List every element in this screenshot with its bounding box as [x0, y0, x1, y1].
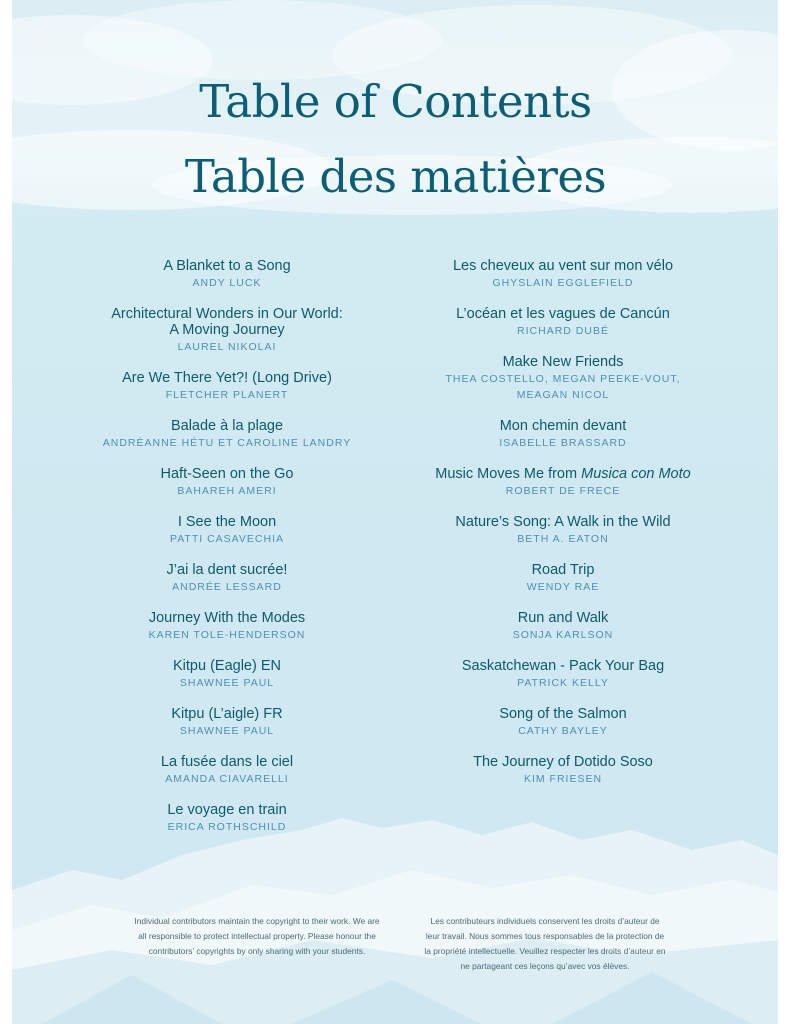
toc-entry[interactable] [393, 258, 733, 306]
entry-author: BETH A. EATON [517, 533, 609, 545]
copyright-line: Les contributeurs individuels conservent les droits d’auteur de [430, 916, 660, 926]
toc-entry[interactable] [393, 514, 733, 562]
entry-title[interactable]: Les cheveux au vent sur mon vélo [452, 258, 674, 274]
entry-title[interactable]: Le voyage en train [167, 802, 287, 818]
copyright-line: leur travail. Nous sommes tous responsables de la protection de [425, 931, 665, 941]
entry-title[interactable]: Song of the Salmon [499, 706, 627, 722]
toc-entry[interactable] [57, 802, 397, 850]
entry-title[interactable]: Haft-Seen on the Go [160, 466, 294, 482]
entry-author: GHYSLAIN EGGLEFIELD [492, 277, 634, 289]
entry-title[interactable]: Balade à la plage [170, 418, 284, 434]
entry-title-line2[interactable]: A Moving Journey [169, 322, 285, 338]
toc-entry[interactable] [393, 706, 733, 754]
entry-author: SONJA KARLSON [512, 629, 614, 641]
copyright-notice-french [410, 914, 680, 974]
entry-author: KAREN TOLE-HENDERSON [148, 629, 306, 641]
entry-title[interactable]: Architectural Wonders in Our World: [111, 306, 343, 322]
entry-author: ANDY LUCK [192, 277, 262, 289]
copyright-line: ne partageant ces leçons qu’avec vos élèves. [460, 961, 630, 971]
entry-author: CATHY BAYLEY [518, 725, 608, 737]
entry-title[interactable]: Kitpu (L’aigle) FR [171, 706, 283, 722]
toc-entry[interactable] [57, 658, 397, 706]
entry-title[interactable]: La fusée dans le ciel [160, 754, 294, 770]
copyright-line: la propriété intellectuelle. Veuillez respecter les droits d’auteur en [424, 946, 666, 956]
toc-entry[interactable] [57, 562, 397, 610]
entry-title[interactable]: Music Moves Me from [435, 466, 582, 482]
toc-entry[interactable] [393, 610, 733, 658]
toc-entry[interactable] [393, 658, 733, 706]
entry-author: WENDY RAE [526, 581, 600, 593]
toc-entry[interactable] [393, 354, 733, 418]
entry-title[interactable]: I See the Moon [177, 514, 277, 530]
entry-title[interactable]: Are We There Yet?! (Long Drive) [122, 370, 332, 386]
entry-title[interactable]: Kitpu (Eagle) EN [173, 658, 281, 674]
entry-author: THEA COSTELLO, MEGAN PEEKE-VOUT, [445, 373, 681, 385]
toc-entry[interactable] [57, 466, 397, 514]
entry-title[interactable]: A Blanket to a Song [163, 258, 291, 274]
toc-entry[interactable] [57, 706, 397, 754]
entry-author: SHAWNEE PAUL [179, 725, 275, 737]
toc-entry[interactable] [57, 514, 397, 562]
entry-title[interactable]: Make New Friends [502, 354, 624, 370]
entry-title[interactable]: The Journey of Dotido Soso [473, 754, 653, 770]
toc-entry[interactable] [57, 610, 397, 658]
entry-title[interactable]: L’océan et les vagues de Cancún [456, 306, 670, 322]
entry-title[interactable]: Saskatchewan - Pack Your Bag [461, 658, 665, 674]
toc-entry[interactable] [57, 754, 397, 802]
title-french: Table des matières [184, 150, 607, 203]
entry-title[interactable]: Nature’s Song: A Walk in the Wild [455, 514, 671, 530]
copyright-line: contributors’ copyrights by only sharing with your students. [148, 946, 366, 956]
entry-title[interactable]: Road Trip [531, 562, 595, 578]
title-english: Table of Contents [199, 75, 592, 128]
copyright-notice-english [122, 914, 392, 959]
entry-author: FLETCHER PLANERT [165, 389, 289, 401]
toc-entry[interactable] [393, 562, 733, 610]
entry-author: PATTI CASAVECHIA [169, 533, 285, 545]
entry-author: KIM FRIESEN [523, 773, 603, 785]
toc-entry[interactable] [57, 370, 397, 418]
entry-author: LAUREL NIKOLAI [177, 341, 277, 353]
entry-title[interactable]: J’ai la dent sucrée! [166, 562, 288, 578]
toc-entry[interactable] [393, 418, 733, 466]
entry-author-line2: MEAGAN NICOL [516, 389, 610, 401]
entry-author: BAHAREH AMERI [177, 485, 277, 497]
toc-entry[interactable] [393, 306, 733, 354]
entry-title[interactable]: Mon chemin devant [499, 418, 627, 434]
entry-title[interactable]: Journey With the Modes [148, 610, 306, 626]
copyright-line: Individual contributors maintain the copyright to their work. We are [134, 916, 380, 926]
entry-title-italic[interactable]: Musica con Moto [581, 466, 691, 482]
toc-entry[interactable] [393, 754, 733, 802]
toc-entry[interactable] [57, 306, 397, 370]
entry-author: ISABELLE BRASSARD [499, 437, 627, 449]
entry-author: AMANDA CIAVARELLI [165, 773, 289, 785]
copyright-line: all responsible to protect intellectual property. Please honour the [138, 931, 376, 941]
toc-entry[interactable] [57, 418, 397, 466]
toc-entry[interactable] [57, 258, 397, 306]
contents-left-column [57, 258, 397, 850]
entry-author: ANDRÉANNE HÉTU ET CAROLINE LANDRY [102, 437, 352, 449]
entry-title[interactable]: Run and Walk [517, 610, 609, 626]
entry-author: SHAWNEE PAUL [179, 677, 275, 689]
entry-author: ANDRÉE LESSARD [172, 581, 282, 593]
entry-author: ROBERT DE FRECE [505, 485, 621, 497]
toc-entry[interactable] [393, 466, 733, 514]
entry-author: RICHARD DUBÉ [517, 325, 609, 337]
entry-author: ERICA ROTHSCHILD [167, 821, 287, 833]
contents-right-column [393, 258, 733, 802]
entry-title-wrapper[interactable] [393, 466, 733, 482]
entry-author: PATRICK KELLY [517, 677, 609, 689]
